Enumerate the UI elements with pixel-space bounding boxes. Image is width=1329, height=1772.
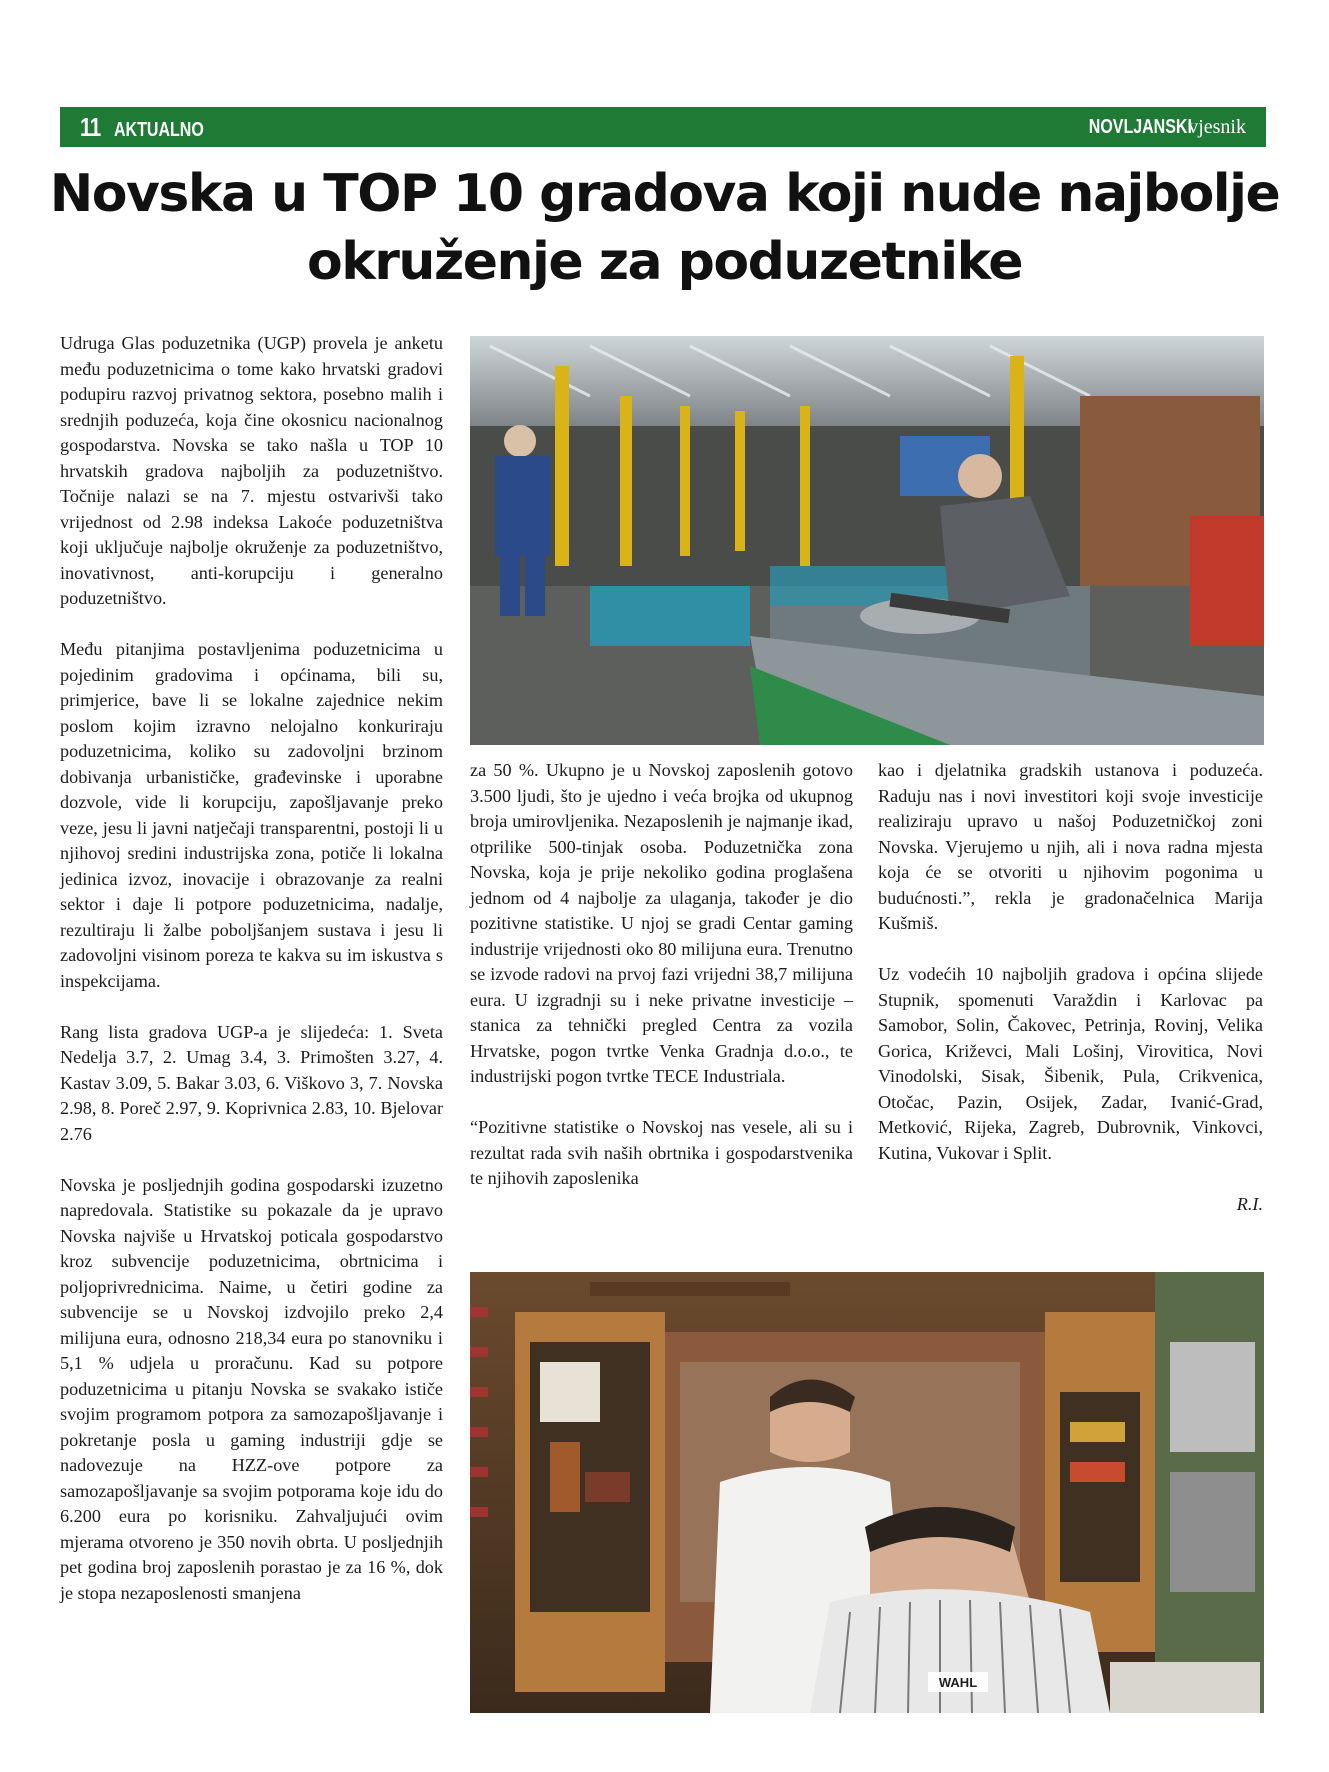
paragraph: kao i djelatnika gradskih ustanova i poduzeća. Raduju nas i novi investitori koji svoje investicije realiziraju upravo u našoj Poduzetničkoj zoni Novska. Vjerujemo u njih, ali i nova radna mjesta koja će se otvoriti u njihovim pogonima u budućnosti.”, rekla je gradonačelnica Marija Kušmiš. <box>878 760 1263 933</box>
paragraph: Uz vodećih 10 najboljih gradova i općina slijede Stupnik, spomenuti Varaždin i Karlovac pa Samobor, Solin, Čakovec, Petrinja, Rovinj, Velika Gorica, Križevci, Mali Lošinj, Virovitica, Novi Vinodolski, Sisak, Šibenik, Pula, Crikvenica, Otočac, Pazin, Osijek, Zadar, Ivanić-Grad, Metković, Rijeka, Zagreb, Dubrovnik, Vinkovci, Kutina, Vukovar i Split. <box>878 964 1263 1163</box>
page-header <box>60 107 1266 147</box>
article-column-3 <box>878 758 1263 1217</box>
article-column-1 <box>60 331 443 1606</box>
publication-brand <box>1063 116 1246 139</box>
paragraph: Novska je posljednjih godina gospodarski izuzetno napredovala. Statistike su pokazale da je upravo Novska najviše u Hrvatskoj poticala gospodarstvo kroz subvencije poduzetnicima, obrtnicima i poljoprivrednicima. Naime, u četiri godine za subvencije se u Novskoj izdvojilo preko 2,4 milijuna eura, odnosno 218,34 eura po stanovniku i 5,1 % udjela u proračunu. Kad su potpore poduzetnicima u pitanju Novska se svakako ističe svojim programom potpora za samozapošljavanje i pokretanje posla u gaming industriji gdje se nadovezuje na HZZ-ove potpore za samozapošljavanje sa svojim potporama koje idu do 6.200 eura po korisniku. Zahvaljujući ovim mjerama otvoreno je 350 novih obrta. U posljednjih pet godina broj zaposlenih porastao je za 16 %, dok je stopa nezaposlenosti smanjena <box>60 1174 443 1603</box>
page-number: 11 <box>80 111 101 142</box>
header-left <box>80 112 226 143</box>
brand-main: NOVLJANSKI <box>1089 115 1193 138</box>
author-signature: R.I. <box>1236 1193 1263 1214</box>
section-label: AKTUALNO <box>113 118 204 141</box>
paragraph: Udruga Glas poduzetnika (UGP) provela je anketu među poduzetnicima o tome kako hrvatski gradovi podupiru razvoj privatnog sektora, posebno malih i srednjih poduzeća, koja čine okosnicu nacionalnog gospodarstva. Novska se tako našla u TOP 10 hrvatskih gradova najboljih za poduzetništvo. Točnije nalazi se na 7. mjestu ostvarivši tako vrijednost od 2.98 indeksa Lakoće poduzetništva koji uključuje najbolje okruženje za poduzetništvo, inovativnost, anti-korupciju i generalno poduzetništvo. <box>60 333 443 608</box>
paragraph: Među pitanjima postavljenima poduzetnicima u pojedinim gradovima i općinama, bili su, primjerice, bave li se lokalne zajednice nekim poslom kojim izravno nelojalno konkuriraju poduzetnicima, koliko su zadovoljni brzinom dobivanja urbanističke, građevinske i uporabne dozvole, vide li korupciju, zapošljavanje preko veze, jesu li javni natječaji transparentni, postoji li u njihovoj sredini industrijska zona, potiče li lokalna jedinica izvoz, inovacije i obrazovanje za realni sektor i daje li potpore poduzetnicima, nadalje, rezultiraju li žalbe poboljšanjem sustava i jesu li zadovoljni visinom poreza te kakva su im iskustva s inspekcijama. <box>60 639 443 991</box>
factory-photo <box>470 336 1264 745</box>
article-column-2 <box>470 758 853 1192</box>
factory-photo-illustration <box>470 336 1264 745</box>
cape-text: WAHL <box>938 1675 978 1690</box>
brand-sub: vjesnik <box>1188 115 1246 138</box>
barbershop-photo <box>470 1272 1264 1713</box>
paragraph: Rang lista gradova UGP-a je slijedeća: 1. Sveta Nedelja 3.7, 2. Umag 3.4, 3. Primošten 3.27, 4. Kastav 3.09, 5. Bakar 3.03, 6. Viškovo 3, 7. Novska 2.98, 8. Poreč 2.97, 9. Koprivnica 2.83, 10. Bjelovar 2.76 <box>60 1021 443 1144</box>
barbershop-photo-illustration <box>470 1272 1264 1713</box>
article-title: Novska u TOP 10 gradova koji nude najbolje okruženje za poduzetnike <box>49 164 1280 292</box>
paragraph: za 50 %. Ukupno je u Novskoj zaposlenih gotovo 3.500 ljudi, što je ujedno i veća brojka od ukupnog broja umirovljenika. Nezaposlenih je najmanje ikad, otprilike 500-tinjak osoba. Poduzetnička zona Novska, koja je prije nekoliko godina proglašena jednom od 4 najbolje za ulaganja, također je dio pozitivne statistike. U njoj se gradi Centar gaming industrije vrijednosti oko 80 milijuna eura. Trenutno se izvode radovi na prvoj fazi vrijedni 38,7 milijuna eura. U izgradnji su i neke privatne investicije – stanica za tehnički pregled Centra za vozila Hrvatske, pogon tvrtke Venka Gradnja d.o.o., te industrijski pogon tvrtke TECE Industriala. <box>470 760 853 1086</box>
paragraph: “Pozitivne statistike o Novskoj nas vesele, ali su i rezultat rada svih naših obrtnika i gospodarstvenika te njihovih zaposlenika <box>470 1117 853 1188</box>
